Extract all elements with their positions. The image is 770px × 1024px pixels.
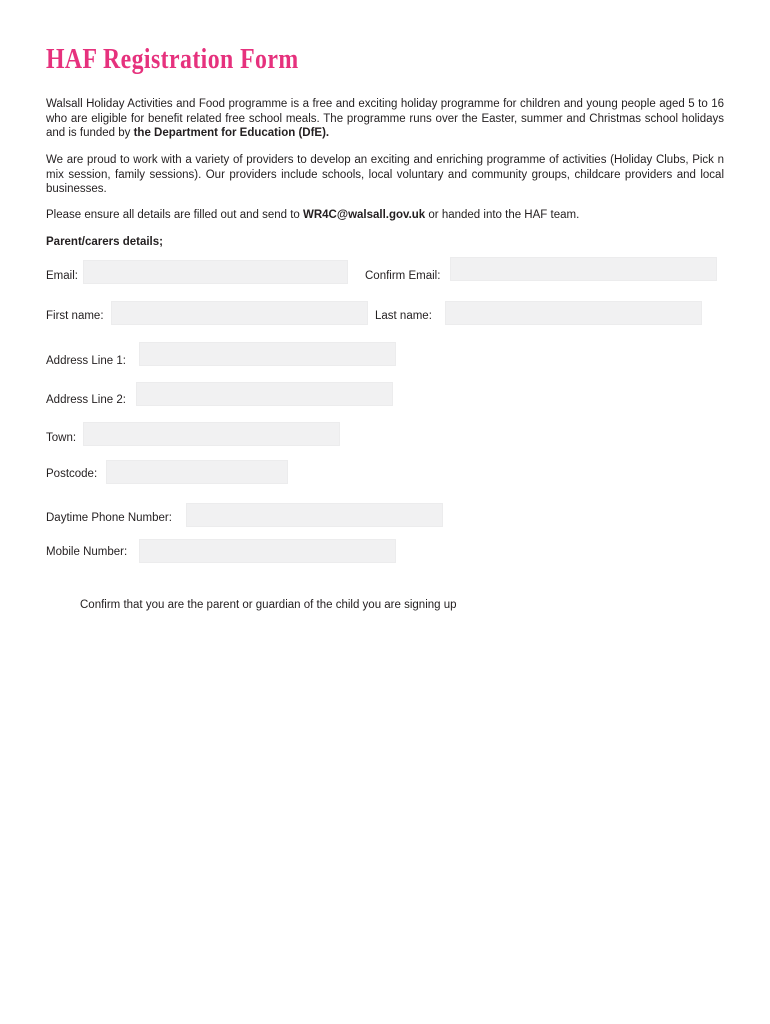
email-field[interactable] [83,260,348,284]
daytime-phone-label: Daytime Phone Number: [46,512,172,524]
confirm-email-label: Confirm Email: [365,270,441,282]
funder-name: the Department for Education (DfE). [133,127,330,140]
instructions-prefix: Please ensure all details are filled out and send to [46,209,303,221]
last-name-field[interactable] [445,301,702,325]
guardian-confirmation-text: Confirm that you are the parent or guardian of the child you are signing up [80,599,457,611]
section-heading: Parent/carers details; [46,236,163,248]
email-label: Email: [46,270,78,282]
postcode-label: Postcode: [46,468,98,480]
town-field[interactable] [83,422,340,446]
first-name-label: First name: [46,310,104,322]
contact-email-link[interactable]: WR4C@walsall.gov.uk [303,209,426,221]
confirm-email-field[interactable] [450,257,717,281]
mobile-number-label: Mobile Number: [46,546,128,558]
mobile-number-field[interactable] [139,539,396,563]
first-name-field[interactable] [111,301,368,325]
last-name-label: Last name: [375,310,432,322]
providers-paragraph: We are proud to work with a variety of providers to develop an exciting and enriching programme of activities (Holiday Clubs, Pick n mix session, family sessions). Our providers include schools, local voluntary and community groups, childcare providers and local businesses. [46,154,724,196]
page-title: HAF Registration Form [46,44,299,75]
address-line-1-field[interactable] [139,342,396,366]
address-line-2-field[interactable] [136,382,393,406]
intro-paragraph [46,97,724,141]
address-line-2-label: Address Line 2: [46,394,126,406]
instructions-suffix: or handed into the HAF team. [425,209,580,221]
intro-text: Walsall Holiday Activities and Food programme is a free and exciting holiday programme for children and young people aged 5 to 16 who are eligible for benefit related free school meals. The programme runs over the Easter, summer and Christmas school holidays and is funded by [46,98,724,140]
town-label: Town: [46,432,77,444]
daytime-phone-field[interactable] [186,503,443,527]
address-line-1-label: Address Line 1: [46,355,126,367]
postcode-field[interactable] [106,460,288,484]
instructions-paragraph [46,208,724,223]
